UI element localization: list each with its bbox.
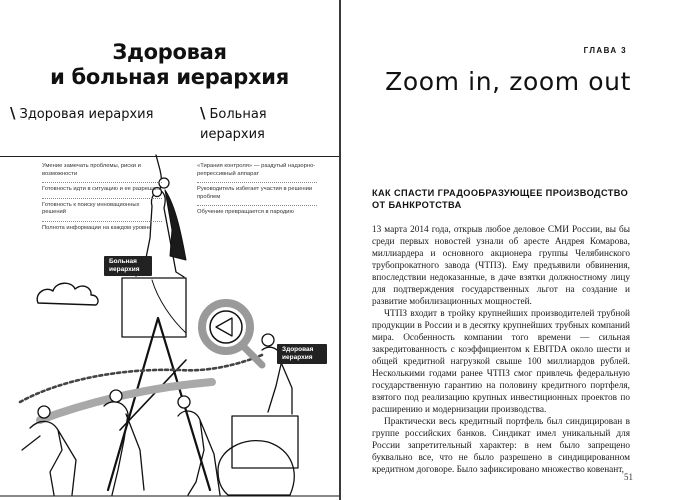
list-item: Готовность к поиску инновационных решений (42, 198, 162, 221)
healthy-hierarchy-tag: Здоровая иерархия (277, 344, 327, 364)
list-item: Умение замечать проблемы, риски и возможности (42, 163, 141, 177)
body-text (372, 224, 630, 476)
cloud-icon (37, 283, 98, 305)
sick-header-text: Больная иерархия (200, 107, 267, 142)
slash-icon: \ (200, 104, 206, 122)
paragraph: Практически весь кредитный портфель был синдицирован в группе российских банков. Синдикат имел уникальный для России запретительный характер: в нем было запрещено буквально все, что не было разрешено в синдицированном кредитном договоре. Было зафиксировано множество ковенант, (372, 417, 630, 475)
title-line-1: Здоровая (112, 40, 227, 64)
sick-items-list (197, 160, 317, 221)
chapter-label: ГЛАВА 3 (583, 46, 627, 55)
slash-icon: \ (10, 104, 16, 122)
list-item: Готовность идти в ситуацию и ее разрешать (42, 182, 162, 198)
list-item: «Тирания контроля» — раздутый надзорно-репрессивный аппарат (197, 163, 316, 177)
paragraph: ЧТПЗ входит в тройку крупнейших производителей трубной продукции в России и в десятку крупнейших трубных компаний мира. Особенность компании того времени — сильная закредитованность с коэффициентом к EBITDA около шести и общей кредитной нагрузкой свыше 100 миллиардов рублей. Несколькими годами ранее ЧТПЗ смог привлечь федеральную государственную гарантию на половину кредитного портфеля, взятого под реализацию крупных инвестиционных проектов по расширению и модернизации производства. (372, 309, 630, 415)
right-page (341, 0, 678, 500)
healthy-column-header (10, 103, 160, 125)
sick-column-header (200, 103, 330, 145)
left-page-title (0, 40, 339, 90)
list-item: Полнота информации на каждом уровне (42, 221, 162, 237)
paragraph: 13 марта 2014 года, открыв любое деловое СМИ России, вы бы среди первых новостей узнали об аресте Андрея Комарова, миллиардера и основного акционера группы Челябинского трубопрокатного завода (ЧТПЗ). Ему предъявили обвинения, впоследствии недоказанные, в даче взятки должностному лицу для подтверждения государственных льгот на создание и развитие мобилизационных мощностей. (372, 225, 630, 307)
sick-hierarchy-tag: Больная иерархия (104, 256, 152, 276)
figure-1 (22, 421, 76, 495)
healthy-items-list (42, 160, 162, 236)
section-heading: КАК СПАСТИ ГРАДООБРАЗУЮЩЕЕ ПРОИЗВОДСТВО ОТ БАНКРОТСТВА (372, 188, 629, 210)
title-line-2: и больная иерархия (50, 65, 289, 89)
chapter-title: Zoom in, zoom out (385, 67, 631, 96)
list-item: Руководитель избегает участия в решении проблем (197, 182, 317, 205)
page-number: 51 (624, 472, 633, 482)
healthy-header-text: Здоровая иерархия (19, 107, 154, 122)
list-item: Обучение превращается в пародию (197, 205, 317, 221)
